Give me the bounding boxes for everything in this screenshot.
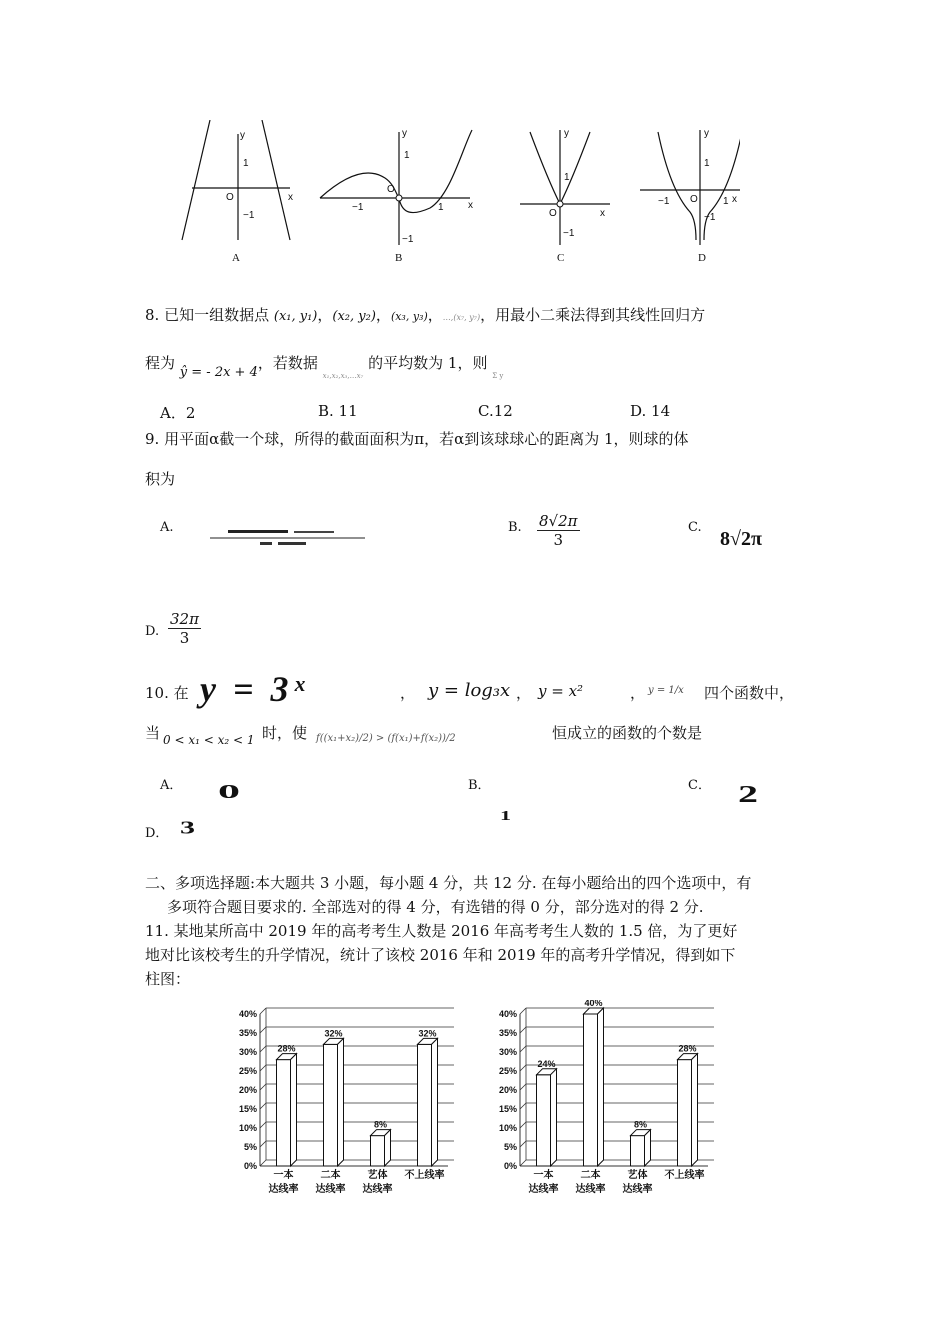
q10-func1: y = 3ˣ <box>200 669 309 709</box>
q10-line2-post: 恒成立的函数的个数是 <box>552 724 703 742</box>
grid-slant <box>520 1160 526 1166</box>
q11-line3: 柱图： <box>145 970 191 988</box>
grid-slant <box>520 1008 526 1014</box>
q10-comma2: ， <box>516 684 532 702</box>
value-label: 8% <box>373 1119 388 1130</box>
graph-c-y: y <box>564 128 569 139</box>
grid-slant <box>260 1008 266 1014</box>
y-tick-label: 30% <box>238 1047 257 1057</box>
grid-slant <box>520 1084 526 1090</box>
grid-slant <box>260 1065 266 1071</box>
value-label: 28% <box>277 1043 296 1054</box>
bar-side <box>692 1054 698 1166</box>
q8-option-a: A．2 <box>160 404 196 422</box>
q8-sum-small: Σ y <box>492 372 504 380</box>
bar-chart-2016 <box>226 1000 458 1200</box>
graph-d-tick1: 1 <box>704 158 710 169</box>
q10-comma1: ， <box>400 684 416 702</box>
q8-line1-post: ，用最小二乘法得到其线性回归方 <box>480 306 706 324</box>
q8-data-small: x₁,x₂,x₃,…x₇ <box>322 372 364 380</box>
y-tick-label: 5% <box>243 1142 257 1152</box>
graph-b-tick1: 1 <box>404 150 410 161</box>
value-label: 32% <box>418 1028 437 1039</box>
bar <box>418 1044 432 1166</box>
bar-side <box>432 1038 438 1166</box>
grid-slant <box>260 1141 266 1147</box>
bar <box>537 1075 551 1166</box>
grid-slant <box>520 1046 526 1052</box>
q8-intro: 8. 已知一组数据点 <box>145 306 270 324</box>
graph-label-a: A <box>232 252 240 264</box>
grid-slant <box>520 1065 526 1071</box>
y-tick-label: 20% <box>238 1085 257 1095</box>
graph-d-x: x <box>732 194 737 205</box>
y-tick-label: 10% <box>238 1123 257 1133</box>
y-tick-label: 10% <box>498 1123 517 1133</box>
q9-line1: 9. 用平面α截一个球，所得的截面面积为π，若α到该球球心的距离为 1，则球的体 <box>145 430 689 448</box>
q9-option-b <box>537 512 580 549</box>
q10-func2: y = log₃x <box>428 680 511 701</box>
q9-label-b: B. <box>508 520 522 535</box>
q9-option-b-num: 8√2π <box>539 512 578 530</box>
bar-side <box>645 1130 651 1166</box>
q8-equation: ŷ = - 2x + 4 <box>179 365 258 380</box>
graph-d-xpos: 1 <box>723 196 729 207</box>
q8-point1: (x₁, y₁) <box>273 309 318 324</box>
q10-func4: y = 1/x <box>648 685 684 696</box>
y-tick-label: 25% <box>498 1066 517 1076</box>
category-label: 不上线率 <box>664 1170 705 1181</box>
graph-b-xneg: −1 <box>352 202 364 213</box>
graph-d-y: y <box>704 128 709 139</box>
y-tick-label: 30% <box>498 1047 517 1057</box>
q9-option-d-num: 32π <box>170 610 199 628</box>
graph-a-tick1: 1 <box>243 158 249 169</box>
bar <box>324 1044 338 1166</box>
category-label: 一本 <box>273 1170 294 1181</box>
bar-chart-2019 <box>486 1000 718 1200</box>
q8-line2-post: 的平均数为 1，则 <box>368 354 488 372</box>
q9-option-b-den: 3 <box>553 531 564 549</box>
bar-side <box>551 1069 557 1166</box>
graph-a-origin: O <box>226 192 234 203</box>
graph-b-xpos: 1 <box>438 202 444 213</box>
graph-label-b: B <box>395 252 403 264</box>
q8-option-b: B. 11 <box>318 402 358 420</box>
q9-option-c: 8√2π <box>720 528 762 550</box>
category-label-line2: 达线率 <box>575 1184 606 1195</box>
value-label: 8% <box>633 1119 648 1130</box>
q8-option-d: D. 14 <box>630 402 671 420</box>
q8-point3: (x₃, y₃) <box>390 310 428 323</box>
q10-option-a: 0 <box>218 780 240 803</box>
q10-num: 10. 在 <box>145 684 189 702</box>
category-label: 艺体 <box>627 1170 648 1181</box>
y-tick-label: 40% <box>238 1009 257 1019</box>
q8-line2-pre: 程为 <box>145 354 176 372</box>
y-tick-label: 15% <box>238 1104 257 1114</box>
grid-slant <box>260 1046 266 1052</box>
grid-slant <box>260 1160 266 1166</box>
q8-line2-mid: ，若数据 <box>257 354 318 372</box>
q8-dots: …,(x₇, y₇) <box>442 313 481 322</box>
q8-point2: (x₂, y₂) <box>332 309 376 324</box>
value-label: 28% <box>678 1043 697 1054</box>
y-tick-label: 5% <box>503 1142 517 1152</box>
graph-c-x: x <box>600 208 605 219</box>
bar <box>277 1060 291 1166</box>
y-tick-label: 20% <box>498 1085 517 1095</box>
q10-line2-mid: 时，使 <box>262 724 308 742</box>
q10-label-b: B． <box>468 778 491 793</box>
category-label-line2: 达线率 <box>315 1184 346 1195</box>
y-tick-label: 40% <box>498 1009 517 1019</box>
y-tick-label: 25% <box>238 1066 257 1076</box>
q10-comma3: ， <box>630 684 646 702</box>
category-label: 二本 <box>320 1170 341 1181</box>
graph-c-tick1: 1 <box>564 172 570 183</box>
category-label-line2: 达线率 <box>622 1184 653 1195</box>
graph-label-c: C <box>557 252 565 264</box>
graph-c-tickneg: −1 <box>563 228 575 239</box>
y-tick-label: 15% <box>498 1104 517 1114</box>
graph-a-tickneg: −1 <box>243 210 255 221</box>
bar <box>631 1136 645 1166</box>
graph-c-origin: O <box>549 208 557 219</box>
q10-line2-pre: 当 <box>145 724 161 742</box>
q10-label-a: A． <box>160 778 183 793</box>
bar <box>371 1136 385 1166</box>
q10-label-c: C． <box>688 778 711 793</box>
q8-line1: 8. 已知一组数据点 (x₁, y₁)，(x₂, y₂)，(x₃, y₃)，…,(x₇, y₇)，用最小二乘法得到其线性回归方 <box>145 306 706 324</box>
section2-line1: 二、多项选择题:本大题共 3 小题，每小题 4 分，共 12 分. 在每小题给出的四个选项中，有 <box>145 874 752 892</box>
q9-label-d: D. <box>145 624 160 639</box>
grid-slant <box>260 1027 266 1033</box>
grid-slant <box>260 1084 266 1090</box>
graph-d-xneg: −1 <box>658 196 670 207</box>
value-label: 24% <box>537 1058 556 1069</box>
q9-line2: 积为 <box>145 470 176 488</box>
q10-condition: 0 < x₁ < x₂ < 1 <box>163 733 255 747</box>
q10-tail: 四个函数中， <box>704 684 795 702</box>
y-tick-label: 35% <box>498 1028 517 1038</box>
category-label: 不上线率 <box>404 1170 445 1181</box>
category-label-line2: 达线率 <box>268 1184 299 1195</box>
q9-option-d-den: 3 <box>179 629 190 647</box>
grid-slant <box>520 1122 526 1128</box>
q11-line2: 地对比该校考生的升学情况，统计了该校 2016 年和 2019 年的高考升学情况，得到如下 <box>145 946 736 964</box>
category-label: 一本 <box>533 1170 554 1181</box>
graph-a-y: y <box>240 130 245 141</box>
graph-d-tickneg: −1 <box>704 212 716 223</box>
q9-label-a: A. <box>160 520 174 535</box>
grid-slant <box>520 1027 526 1033</box>
category-label-line2: 达线率 <box>362 1184 393 1195</box>
q10-option-d: 3 <box>180 818 195 838</box>
bar-side <box>385 1130 391 1166</box>
q10-label-d: D． <box>145 826 169 841</box>
graph-b-origin: O <box>387 184 395 195</box>
q9-option-a-garbled <box>210 526 365 550</box>
y-tick-label: 0% <box>503 1161 517 1171</box>
graph-d-origin: O <box>690 194 698 205</box>
function-graphs <box>180 120 740 270</box>
section2-line2: 多项符合题目要求的. 全部选对的得 4 分，有选错的得 0 分，部分选对的得 2 分. <box>167 898 704 916</box>
graph-b-tickneg: −1 <box>402 234 414 245</box>
q8-option-c: C.12 <box>478 402 513 420</box>
bar-side <box>338 1038 344 1166</box>
q10-func3: y = x² <box>538 682 584 700</box>
value-label: 40% <box>584 1000 603 1008</box>
bar <box>584 1014 598 1166</box>
grid-slant <box>260 1103 266 1109</box>
graph-b-x: x <box>468 200 473 211</box>
grid-slant <box>520 1103 526 1109</box>
category-label: 二本 <box>580 1170 601 1181</box>
bar-side <box>291 1054 297 1166</box>
q11-line1: 11. 某地某所高中 2019 年的高考考生人数是 2016 年高考考生人数的 1.5 倍，为了更好 <box>145 922 738 940</box>
q9-option-d <box>168 610 201 647</box>
bar <box>678 1060 692 1166</box>
bar-side <box>598 1008 604 1166</box>
category-label-line2: 达线率 <box>528 1184 559 1195</box>
category-label: 艺体 <box>367 1170 388 1181</box>
q9-label-c: C. <box>688 520 702 535</box>
grid-slant <box>260 1122 266 1128</box>
q10-option-b: 1 <box>500 808 511 823</box>
q10-option-c: 2 <box>738 780 758 808</box>
grid-slant <box>520 1141 526 1147</box>
graph-b-y: y <box>402 128 407 139</box>
value-label: 32% <box>324 1028 343 1039</box>
y-tick-label: 0% <box>243 1161 257 1171</box>
graph-label-d: D <box>698 252 706 264</box>
graph-a-x: x <box>288 192 293 203</box>
q10-inequality: f((x₁+x₂)/2) > (f(x₁)+f(x₂))/2 <box>316 733 456 744</box>
y-tick-label: 35% <box>238 1028 257 1038</box>
